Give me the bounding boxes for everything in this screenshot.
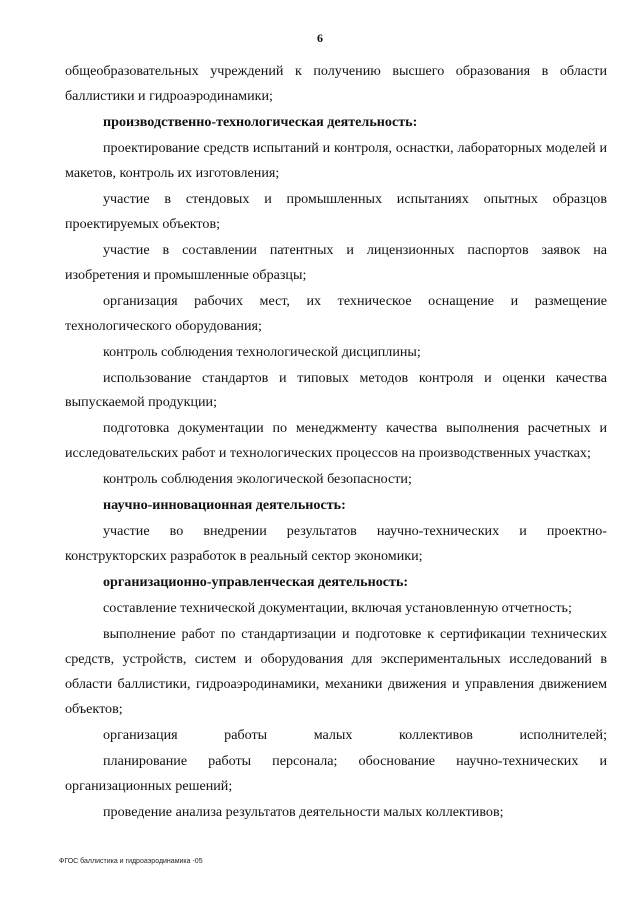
section-heading-production: производственно-технологическая деятельность: <box>103 113 418 130</box>
list-item: организация рабочих мест, их техническое оснащение и размещение технологического оборудования; <box>65 292 607 334</box>
paragraph-continuation: общеобразовательных учреждений к получению высшего образования в области баллистики и гидроаэродинамики; <box>65 63 607 104</box>
list-item: планирование работы персонала; обоснование научно-технических и организационных решений; <box>65 752 607 794</box>
list-item: участие во внедрении результатов научно-технических и проектно-конструкторских разработок в реальный сектор экономики; <box>65 523 607 565</box>
list-item: контроль соблюдения технологической дисциплины; <box>103 343 421 360</box>
list-item: использование стандартов и типовых методов контроля и оценки качества выпускаемой продукции; <box>65 369 607 411</box>
footer-note: ФГОС баллистика и гидроаэродинамика -05 <box>59 858 203 865</box>
section-heading-management: организационно-управленческая деятельность: <box>103 574 409 591</box>
list-item: организация работы малых коллективов исполнителей; <box>103 726 607 743</box>
section-heading-innovation: научно-инновационная деятельность: <box>103 497 346 514</box>
list-item: составление технической документации, включая установленную отчетность; <box>103 600 572 617</box>
body-text <box>65 59 607 826</box>
list-item: подготовка документации по менеджменту качества выполнения расчетных и исследовательских работ и технологических процессов на производственных участках; <box>65 420 607 462</box>
list-item: участие в составлении патентных и лицензионных паспортов заявок на изобретения и промышленные образцы; <box>65 241 607 283</box>
list-item: контроль соблюдения экологической безопасности; <box>103 471 412 488</box>
list-item: проведение анализа результатов деятельности малых коллективов; <box>103 803 504 820</box>
list-item: участие в стендовых и промышленных испытаниях опытных образцов проектируемых объектов; <box>65 190 607 232</box>
page-number: 6 <box>317 31 323 45</box>
list-item: выполнение работ по стандартизации и подготовке к сертификации технических средств, устройств, систем и оборудования для экспериментальных исследований в области баллистики, гидроаэродинамики, механики движения и управления движением объектов; <box>65 626 607 717</box>
list-item: проектирование средств испытаний и контроля, оснастки, лабораторных моделей и макетов, контроль их изготовления; <box>65 139 607 181</box>
